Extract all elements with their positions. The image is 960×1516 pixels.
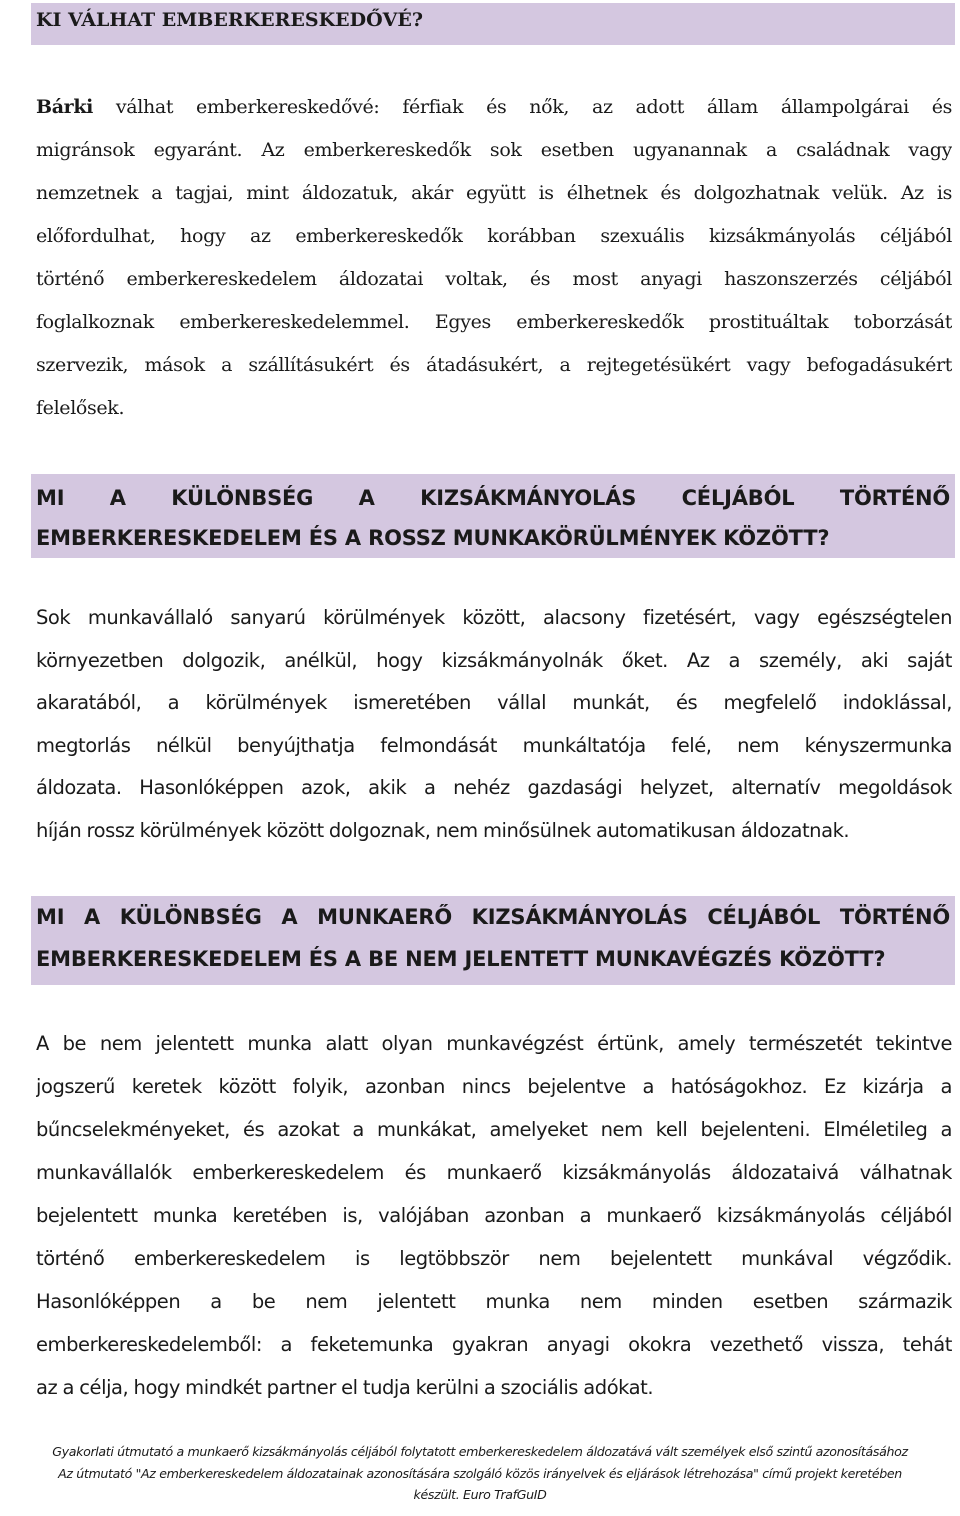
paragraph-line: környezetben dolgozik, anélkül, hogy kizsákmányolnák őket. Az a személy, aki saját <box>36 648 952 672</box>
heading-line: EMBERKERESKEDELEM ÉS A ROSSZ MUNKAKÖRÜLMÉNYEK KÖZÖTT? <box>36 526 830 550</box>
heading-line: MI A KÜLÖNBSÉG A KIZSÁKMÁNYOLÁS CÉLJÁBÓL TÖRTÉNŐ <box>36 486 950 510</box>
paragraph-line: Hasonlóképpen a be nem jelentett munka nem minden esetben származik <box>36 1290 952 1313</box>
paragraph-line: bűncselekményeket, és azokat a munkákat, amelyeket nem kell bejelenteni. Elméletileg a <box>36 1118 952 1141</box>
page-footer <box>0 1441 960 1506</box>
paragraph-line: jogszerű keretek között folyik, azonban nincs bejelentve a hatóságokhoz. Ez kizárja a <box>36 1075 952 1098</box>
paragraph-who-can-become-trafficker <box>36 86 952 430</box>
paragraph-line: áldozata. Hasonlóképpen azok, akik a nehéz gazdasági helyzet, alternatív megoldások <box>36 776 952 800</box>
paragraph-line: híján rossz körülmények között dolgoznak, nem minősülnek automatikusan áldozatnak. <box>36 818 850 842</box>
paragraph-line: munkavállalók emberkereskedelem és munkaerő kizsákmányolás áldozataivá válhatnak <box>36 1161 952 1184</box>
heading-line: EMBERKERESKEDELEM ÉS A BE NEM JELENTETT MUNKAVÉGZÉS KÖZÖTT? <box>36 947 886 971</box>
footer-line: Az útmutató "Az emberkereskedelem áldozatainak azonosítására szolgáló közös irányelvek és eljárások létrehozása" című projekt keretében <box>58 1465 902 1481</box>
paragraph-line: emberkereskedelemből: a feketemunka gyakran anyagi okokra vezethető vissza, tehát <box>36 1333 952 1356</box>
heading-line: MI A KÜLÖNBSÉG A MUNKAERŐ KIZSÁKMÁNYOLÁS CÉLJÁBÓL TÖRTÉNŐ <box>36 905 950 929</box>
paragraph-line: történő emberkereskedelem áldozatai voltak, és most anyagi haszonszerzés céljából <box>36 268 952 290</box>
paragraph-line: történő emberkereskedelem is legtöbbször nem bejelentett munkával végződik. <box>36 1247 952 1270</box>
paragraph-line: A be nem jelentett munka alatt olyan munkavégzést értünk, amely természetét tekintve <box>36 1032 952 1055</box>
paragraph-line: Bárki válhat emberkereskedővé: férfiak és nők, az adott állam állampolgárai és <box>36 96 952 118</box>
section-heading-who <box>31 3 955 45</box>
paragraph-line: előfordulhat, hogy az emberkereskedők korábban szexuális kizsákmányolás céljából <box>36 225 952 247</box>
heading-text: KI VÁLHAT EMBERKERESKEDŐVÉ? <box>36 9 424 31</box>
paragraph-bad-conditions <box>36 597 952 853</box>
paragraph-undeclared-work <box>36 1022 952 1409</box>
paragraph-line: az a célja, hogy mindkét partner el tudja kerülni a szociális adókat. <box>36 1376 654 1399</box>
paragraph-line: felelősek. <box>36 397 125 419</box>
bold-lead-word: Bárki <box>36 96 94 118</box>
paragraph-line: foglalkoznak emberkereskedelemmel. Egyes emberkereskedők prostituáltak toborzását <box>36 311 952 333</box>
paragraph-line: bejelentett munka keretében is, valójában azonban a munkaerő kizsákmányolás céljából <box>36 1204 952 1227</box>
section-heading-bad-conditions <box>31 474 955 558</box>
section-heading-undeclared-work <box>31 896 955 985</box>
paragraph-line: szervezik, mások a szállításukért és átadásukért, a rejtegetésükért vagy befogadásukért <box>36 354 952 376</box>
footer-line: készült. Euro TrafGuID <box>413 1487 547 1502</box>
paragraph-line: nemzetnek a tagjai, mint áldozatuk, akár együtt is élhetnek és dolgozhatnak velük. Az is <box>36 182 952 204</box>
paragraph-line: megtorlás nélkül benyújthatja felmondását munkáltatója felé, nem kényszermunka <box>36 733 952 757</box>
paragraph-line: Sok munkavállaló sanyarú körülmények között, alacsony fizetésért, vagy egészségtelen <box>36 606 952 629</box>
paragraph-line: akaratából, a körülmények ismeretében vállal munkát, és megfelelő indoklással, <box>36 691 952 715</box>
paragraph-line: migránsok egyaránt. Az emberkereskedők sok esetben ugyanannak a családnak vagy <box>36 139 952 161</box>
footer-line: Gyakorlati útmutató a munkaerő kizsákmányolás céljából folytatott emberkereskedelem áldozatává vált személyek első szintű azonosításához <box>52 1444 908 1459</box>
